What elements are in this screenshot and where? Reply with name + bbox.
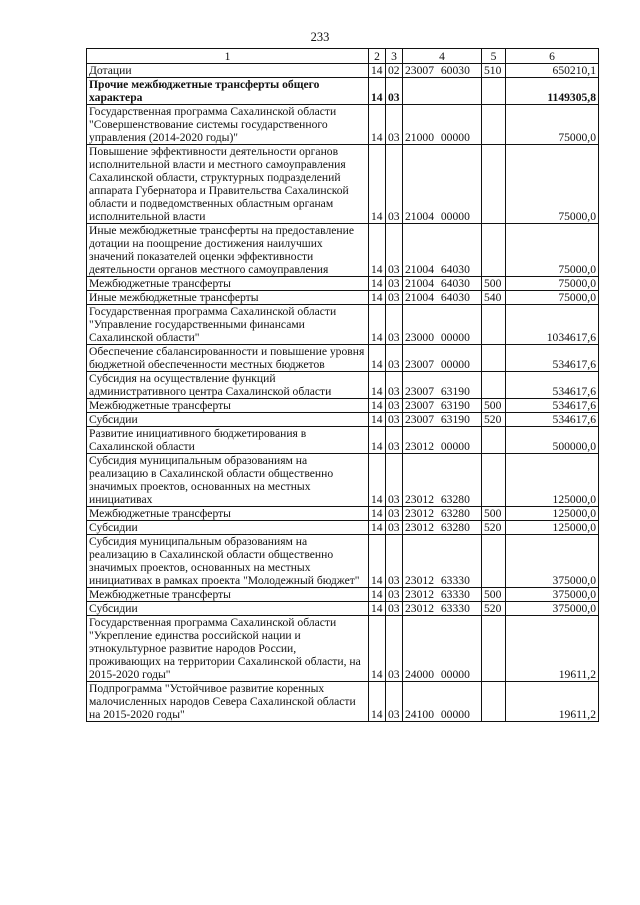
row-amount: 75000,0: [506, 145, 599, 224]
row-subsection: 03: [386, 521, 403, 535]
row-section: 14: [369, 345, 386, 372]
row-amount: 500000,0: [506, 427, 599, 454]
row-section: 14: [369, 588, 386, 602]
row-name: Субсидия муниципальным образованиям на реализацию в Сахалинской области общественно значимых проектов, основанных на местных инициативах в рамках проекта "Молодежный бюджет": [87, 535, 369, 588]
header-cell-target-code: 4: [403, 49, 482, 64]
row-amount: 125000,0: [506, 521, 599, 535]
row-expense-type: 500: [482, 277, 506, 291]
row-subsection: 03: [386, 507, 403, 521]
row-name: Государственная программа Сахалинской области "Совершенствование системы государственного управления (2014-2020 годы)": [87, 105, 369, 145]
header-cell-section: 2: [369, 49, 386, 64]
table-row: [87, 535, 599, 588]
row-section: 14: [369, 372, 386, 399]
header-cell-expense-type: 5: [482, 49, 506, 64]
row-name: Государственная программа Сахалинской области "Укрепление единства российской нации и этнокультурное развитие народов России, проживающих на территории Сахалинской области, на 2015-2020 годы": [87, 616, 369, 682]
row-subsection: 03: [386, 78, 403, 105]
row-name: Развитие инициативного бюджетирования в Сахалинской области: [87, 427, 369, 454]
row-target-code: 24100 00000: [403, 682, 482, 722]
row-subsection: 03: [386, 277, 403, 291]
row-name: Межбюджетные трансферты: [87, 277, 369, 291]
row-expense-type: [482, 145, 506, 224]
row-section: 14: [369, 413, 386, 427]
budget-table: [86, 48, 599, 722]
row-expense-type: 520: [482, 521, 506, 535]
row-target-code: 23007 63190: [403, 399, 482, 413]
table-row: [87, 399, 599, 413]
row-target-code: 21004 64030: [403, 224, 482, 277]
table-row: [87, 64, 599, 78]
row-amount: 1034617,6: [506, 305, 599, 345]
row-target-code: 23012 63330: [403, 588, 482, 602]
row-subsection: 02: [386, 64, 403, 78]
table-row: [87, 78, 599, 105]
table-row: [87, 305, 599, 345]
row-amount: 75000,0: [506, 224, 599, 277]
row-name: Повышение эффективности деятельности органов исполнительной власти и местного самоуправления Сахалинской области, структурных подразделений аппарата Губернатора и Правительства Сахалинской области и подведомственных областным органам исполнительной власти: [87, 145, 369, 224]
row-section: 14: [369, 105, 386, 145]
row-section: 14: [369, 682, 386, 722]
row-subsection: 03: [386, 105, 403, 145]
row-target-code: [403, 78, 482, 105]
row-expense-type: 510: [482, 64, 506, 78]
row-target-code: 24000 00000: [403, 616, 482, 682]
row-target-code: 21004 64030: [403, 277, 482, 291]
row-target-code: 23012 63280: [403, 521, 482, 535]
row-target-code: 23012 00000: [403, 427, 482, 454]
row-name: Иные межбюджетные трансферты на предоставление дотации на поощрение достижения наилучших значений показателей оценки эффективности деятельности органов местного самоуправления: [87, 224, 369, 277]
row-amount: 534617,6: [506, 413, 599, 427]
row-expense-type: 520: [482, 602, 506, 616]
row-name: Субсидии: [87, 413, 369, 427]
row-amount: 75000,0: [506, 277, 599, 291]
row-expense-type: [482, 345, 506, 372]
row-name: Межбюджетные трансферты: [87, 399, 369, 413]
table-row: [87, 602, 599, 616]
row-subsection: 03: [386, 535, 403, 588]
row-amount: 534617,6: [506, 345, 599, 372]
row-subsection: 03: [386, 454, 403, 507]
table-row: [87, 145, 599, 224]
row-expense-type: [482, 427, 506, 454]
row-target-code: 23012 63280: [403, 454, 482, 507]
row-amount: 19611,2: [506, 682, 599, 722]
table-row: [87, 291, 599, 305]
row-subsection: 03: [386, 413, 403, 427]
table-row: [87, 413, 599, 427]
table-row: [87, 105, 599, 145]
row-subsection: 03: [386, 427, 403, 454]
row-section: 14: [369, 399, 386, 413]
row-section: 14: [369, 521, 386, 535]
row-expense-type: [482, 105, 506, 145]
row-section: 14: [369, 427, 386, 454]
table-row: [87, 427, 599, 454]
row-section: 14: [369, 277, 386, 291]
row-expense-type: [482, 78, 506, 105]
row-amount: 75000,0: [506, 291, 599, 305]
row-subsection: 03: [386, 291, 403, 305]
row-subsection: 03: [386, 588, 403, 602]
row-target-code: 23012 63280: [403, 507, 482, 521]
row-amount: 375000,0: [506, 588, 599, 602]
row-subsection: 03: [386, 602, 403, 616]
row-expense-type: 500: [482, 399, 506, 413]
row-subsection: 03: [386, 399, 403, 413]
row-name: Обеспечение сбалансированности и повышение уровня бюджетной обеспеченности местных бюджетов: [87, 345, 369, 372]
row-expense-type: [482, 682, 506, 722]
row-target-code: 23012 63330: [403, 535, 482, 588]
row-subsection: 03: [386, 305, 403, 345]
row-expense-type: 540: [482, 291, 506, 305]
row-target-code: 23000 00000: [403, 305, 482, 345]
table-row: [87, 521, 599, 535]
row-section: 14: [369, 224, 386, 277]
row-name: Иные межбюджетные трансферты: [87, 291, 369, 305]
row-target-code: 21004 00000: [403, 145, 482, 224]
row-name: Подпрограмма "Устойчивое развитие коренных малочисленных народов Севера Сахалинской области на 2015-2020 годы": [87, 682, 369, 722]
row-name: Субсидии: [87, 602, 369, 616]
row-subsection: 03: [386, 372, 403, 399]
row-target-code: 21000 00000: [403, 105, 482, 145]
row-amount: 650210,1: [506, 64, 599, 78]
row-amount: 1149305,8: [506, 78, 599, 105]
row-expense-type: [482, 535, 506, 588]
row-expense-type: [482, 224, 506, 277]
row-amount: 534617,6: [506, 399, 599, 413]
row-amount: 125000,0: [506, 454, 599, 507]
row-target-code: 23007 00000: [403, 345, 482, 372]
row-target-code: 21004 64030: [403, 291, 482, 305]
row-name: Субсидия муниципальным образованиям на реализацию в Сахалинской области общественно значимых проектов, основанных на местных инициативах: [87, 454, 369, 507]
row-subsection: 03: [386, 682, 403, 722]
row-expense-type: [482, 454, 506, 507]
row-target-code: 23007 60030: [403, 64, 482, 78]
row-amount: 375000,0: [506, 602, 599, 616]
row-section: 14: [369, 454, 386, 507]
row-target-code: 23007 63190: [403, 372, 482, 399]
table-row: [87, 277, 599, 291]
row-section: 14: [369, 64, 386, 78]
row-subsection: 03: [386, 224, 403, 277]
row-section: 14: [369, 616, 386, 682]
table-row: [87, 507, 599, 521]
table-row: [87, 588, 599, 602]
row-name: Субсидии: [87, 521, 369, 535]
row-amount: 75000,0: [506, 105, 599, 145]
row-expense-type: 500: [482, 588, 506, 602]
header-cell-name: 1: [87, 49, 369, 64]
row-amount: 534617,6: [506, 372, 599, 399]
row-name: Дотации: [87, 64, 369, 78]
row-expense-type: 500: [482, 507, 506, 521]
row-expense-type: [482, 372, 506, 399]
row-amount: 375000,0: [506, 535, 599, 588]
row-name: Субсидия на осуществление функций административного центра Сахалинской области: [87, 372, 369, 399]
table-body: [87, 64, 599, 722]
row-expense-type: 520: [482, 413, 506, 427]
table-row: [87, 454, 599, 507]
row-expense-type: [482, 616, 506, 682]
header-row: [87, 49, 599, 64]
row-section: 14: [369, 145, 386, 224]
row-subsection: 03: [386, 616, 403, 682]
row-amount: 125000,0: [506, 507, 599, 521]
table-row: [87, 372, 599, 399]
row-name: Межбюджетные трансферты: [87, 507, 369, 521]
row-name: Государственная программа Сахалинской области "Управление государственными финансами Сахалинской области": [87, 305, 369, 345]
table-row: [87, 345, 599, 372]
row-subsection: 03: [386, 145, 403, 224]
table-row: [87, 616, 599, 682]
row-target-code: 23007 63190: [403, 413, 482, 427]
table-row: [87, 224, 599, 277]
row-section: 14: [369, 507, 386, 521]
table-row: [87, 682, 599, 722]
row-section: 14: [369, 78, 386, 105]
row-name: Прочие межбюджетные трансферты общего характера: [87, 78, 369, 105]
row-section: 14: [369, 305, 386, 345]
row-section: 14: [369, 291, 386, 305]
row-expense-type: [482, 305, 506, 345]
header-cell-amount: 6: [506, 49, 599, 64]
header-cell-subsection: 3: [386, 49, 403, 64]
row-amount: 19611,2: [506, 616, 599, 682]
row-target-code: 23012 63330: [403, 602, 482, 616]
row-section: 14: [369, 602, 386, 616]
page-number: 233: [310, 30, 330, 44]
row-name: Межбюджетные трансферты: [87, 588, 369, 602]
row-section: 14: [369, 535, 386, 588]
row-subsection: 03: [386, 345, 403, 372]
